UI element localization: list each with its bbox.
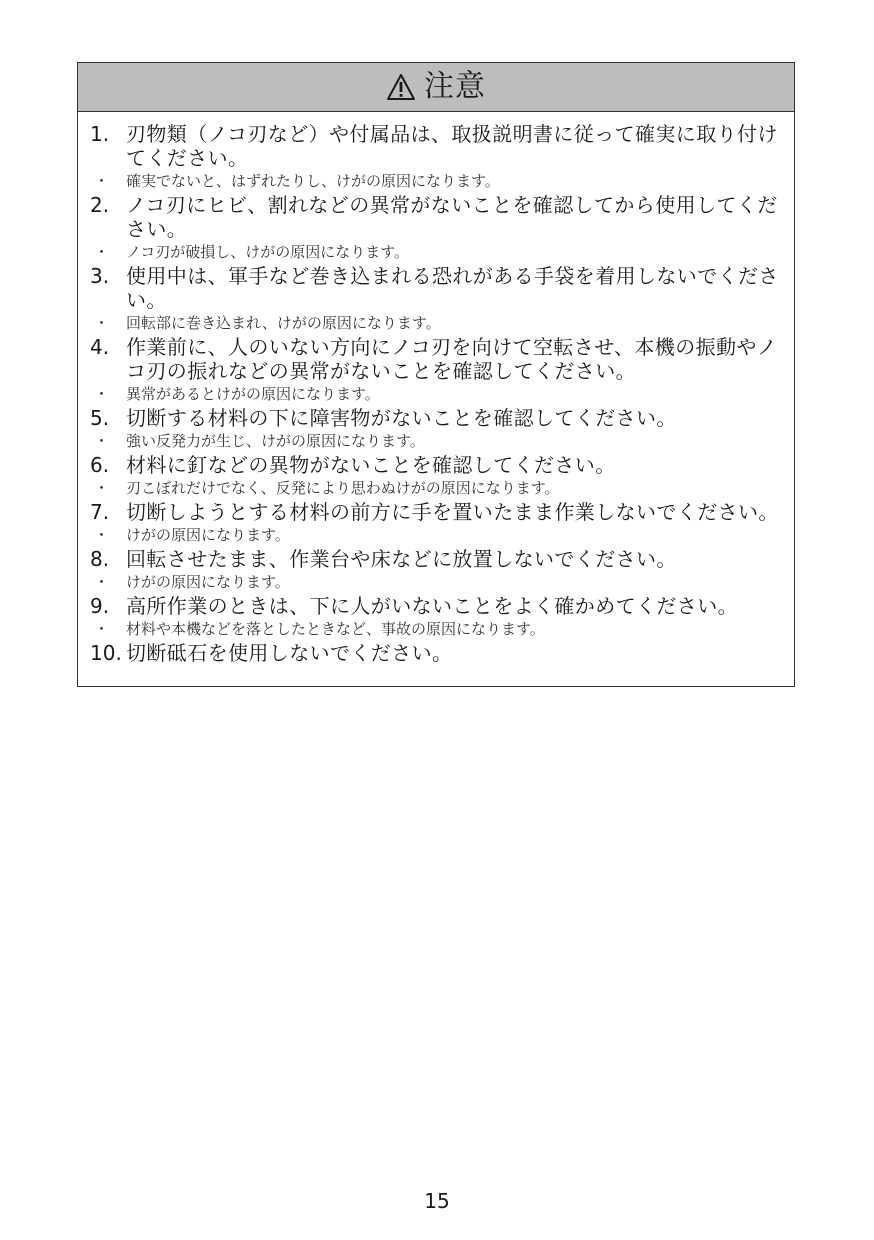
- note-text: けがの原因になります。: [126, 573, 290, 591]
- caution-title: 注意: [424, 69, 486, 104]
- caution-item: [90, 641, 784, 665]
- caution-note: [90, 241, 784, 264]
- item-text: 刃物類（ノコ刃など）や付属品は、取扱説明書に従って確実に取り付けてください。: [126, 122, 778, 170]
- note-bullet: ・: [94, 526, 110, 544]
- caution-item: [90, 500, 784, 524]
- caution-list: [78, 112, 794, 665]
- item-number: 6.: [90, 453, 110, 477]
- item-text: 切断する材料の下に障害物がないことを確認してください。: [126, 406, 677, 430]
- item-number: 4.: [90, 335, 110, 359]
- caution-header: [78, 63, 794, 112]
- caution-item: [90, 594, 784, 618]
- item-number: 8.: [90, 547, 110, 571]
- item-number: 5.: [90, 406, 110, 430]
- item-text: 回転させたまま、作業台や床などに放置しないでください。: [126, 547, 677, 571]
- note-text: 強い反発力が生じ、けがの原因になります。: [126, 432, 425, 450]
- item-number: 2.: [90, 193, 110, 217]
- warning-triangle-icon: [386, 73, 416, 101]
- caution-note: [90, 524, 784, 547]
- note-bullet: ・: [94, 385, 110, 403]
- caution-item: [90, 406, 784, 430]
- caution-note: [90, 312, 784, 335]
- note-bullet: ・: [94, 314, 110, 332]
- note-bullet: ・: [94, 479, 110, 497]
- note-bullet: ・: [94, 573, 110, 591]
- caution-item: [90, 193, 784, 241]
- page-number: 15: [424, 1189, 450, 1213]
- caution-note: [90, 571, 784, 594]
- item-number: 7.: [90, 500, 110, 524]
- caution-box: [77, 62, 795, 687]
- note-text: ノコ刃が破損し、けがの原因になります。: [126, 243, 410, 261]
- item-text: 使用中は、軍手など巻き込まれる恐れがある手袋を着用しないでください。: [126, 264, 779, 312]
- caution-note: [90, 383, 784, 406]
- note-text: けがの原因になります。: [126, 526, 290, 544]
- note-text: 材料や本機などを落としたときなど、事故の原因になります。: [126, 620, 545, 638]
- note-text: 異常があるとけがの原因になります。: [126, 385, 380, 403]
- caution-note: [90, 618, 784, 641]
- note-text: 回転部に巻き込まれ、けがの原因になります。: [126, 314, 441, 332]
- item-number: 10.: [90, 641, 122, 665]
- item-number: 3.: [90, 264, 110, 288]
- item-text: 切断砥石を使用しないでください。: [126, 641, 453, 665]
- item-number: 1.: [90, 122, 110, 146]
- caution-item: [90, 122, 784, 170]
- note-text: 確実でないと、はずれたりし、けがの原因になります。: [126, 172, 500, 190]
- caution-note: [90, 170, 784, 193]
- caution-note: [90, 477, 784, 500]
- note-bullet: ・: [94, 432, 110, 450]
- item-text: 切断しようとする材料の前方に手を置いたまま作業しないでください。: [126, 500, 779, 524]
- note-bullet: ・: [94, 243, 110, 261]
- item-number: 9.: [90, 594, 110, 618]
- item-text: ノコ刃にヒビ、割れなどの異常がないことを確認してから使用してください。: [126, 193, 778, 241]
- caution-item: [90, 264, 784, 312]
- item-text: 高所作業のときは、下に人がいないことをよく確かめてください。: [126, 594, 738, 618]
- note-bullet: ・: [94, 620, 110, 638]
- item-text: 作業前に、人のいない方向にノコ刃を向けて空転させ、本機の振動やノコ刃の振れなどの異常がないことを確認してください。: [126, 335, 778, 383]
- note-text: 刃こぼれだけでなく、反発により思わぬけがの原因になります。: [126, 479, 560, 497]
- caution-item: [90, 547, 784, 571]
- item-text: 材料に釘などの異物がないことを確認してください。: [126, 453, 616, 477]
- note-bullet: ・: [94, 172, 110, 190]
- caution-item: [90, 335, 784, 383]
- caution-note: [90, 430, 784, 453]
- caution-item: [90, 453, 784, 477]
